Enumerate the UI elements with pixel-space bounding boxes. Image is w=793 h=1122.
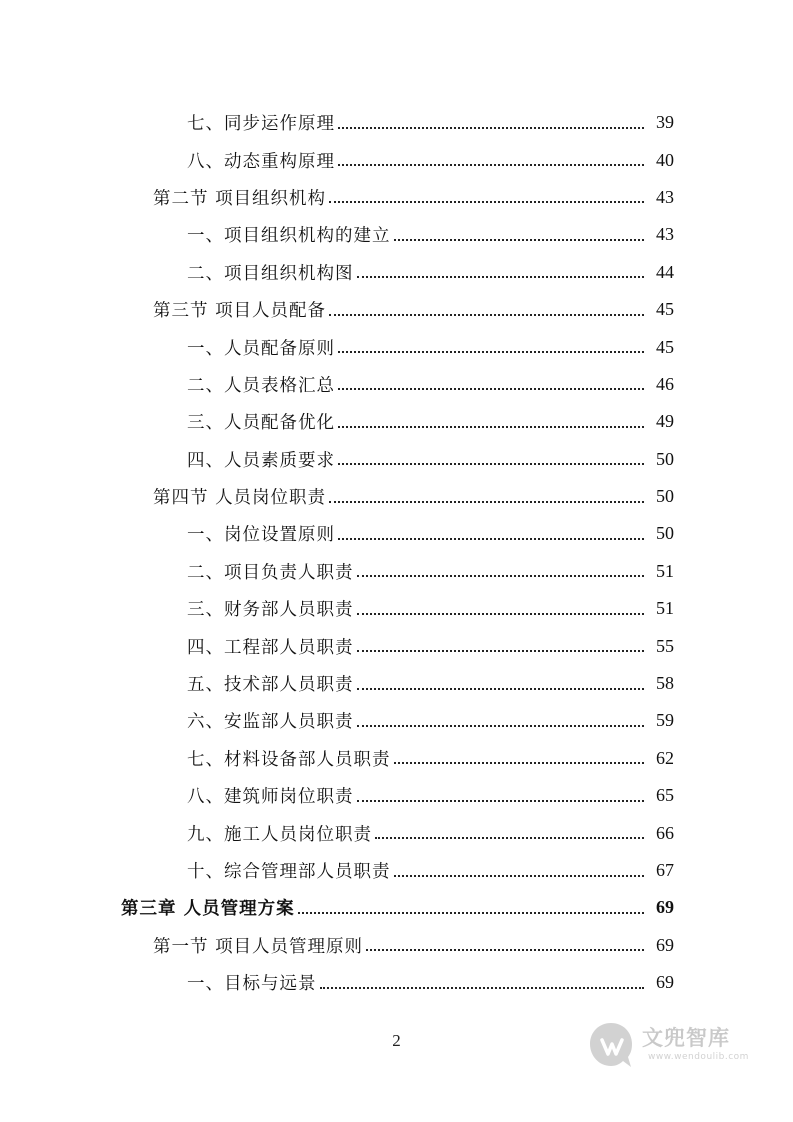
toc-entry-item[interactable] [0,627,793,664]
toc-entry-label: 八、动态重构原理 [187,151,335,172]
toc-entry-label: 一、目标与远景 [187,974,317,995]
toc-entry-item[interactable] [0,777,793,814]
dot-leader [329,314,644,316]
toc-entry-page: 43 [656,224,674,245]
toc-entry-page: 45 [656,336,674,357]
dot-leader [338,463,644,465]
toc-entry-label: 第二节 项目组织机构 [153,188,327,209]
toc-entry-label: 第一节 项目人员管理原则 [153,936,364,957]
dot-leader [357,650,645,652]
dot-leader [357,613,645,615]
toc-entry-section[interactable] [0,478,793,515]
toc-entry-page: 58 [656,673,674,694]
toc-entry-page: 62 [656,747,674,768]
toc-entry-page: 40 [656,149,674,170]
toc-entry-item[interactable] [0,216,793,253]
dot-leader [338,388,644,390]
toc-entry-label: 四、工程部人员职责 [187,637,354,658]
toc-entry-page: 67 [656,860,674,880]
toc-entry-label: 七、同步运作原理 [187,114,335,135]
toc-entry-page: 66 [656,822,674,843]
page-number: 2 [392,1031,401,1050]
toc-entry-page: 69 [656,897,674,918]
toc-entry-label: 九、施工人员岗位职责 [187,824,372,845]
toc-entry-item[interactable] [0,814,793,851]
toc-entry-label: 十、综合管理部人员职责 [187,862,391,882]
dot-leader [338,538,644,540]
toc-entry-label: 一、岗位设置原则 [187,525,335,546]
toc-entry-page: 44 [656,261,674,282]
dot-leader [338,351,644,353]
toc-entry-page: 55 [656,635,674,656]
toc-entry-item[interactable] [0,104,793,141]
toc-entry-label: 四、人员素质要求 [187,450,335,471]
toc-entry-label: 三、财务部人员职责 [187,600,354,621]
table-of-contents [0,104,793,1001]
toc-entry-item[interactable] [0,328,793,365]
dot-leader [357,575,645,577]
toc-entry-label: 第三节 项目人员配备 [153,301,327,322]
dot-leader [338,164,644,166]
dot-leader [320,987,645,989]
toc-entry-chapter[interactable] [0,889,793,926]
toc-entry-item[interactable] [0,665,793,702]
dot-leader [394,762,645,764]
toc-entry-item[interactable] [0,403,793,440]
toc-entry-page: 69 [656,972,674,993]
dot-leader [357,800,645,802]
toc-entry-page: 51 [656,598,674,619]
toc-entry-page: 46 [656,373,674,394]
toc-entry-page: 50 [656,448,674,469]
dot-leader [366,949,644,951]
watermark-url: www.wendoulib.com [648,1052,749,1062]
toc-entry-item[interactable] [0,366,793,403]
toc-entry-page: 65 [656,785,674,806]
toc-entry-item[interactable] [0,964,793,1001]
toc-entry-label: 三、人员配备优化 [187,413,335,434]
watermark-name: 文兜智库 [642,1026,730,1050]
toc-entry-item[interactable] [0,590,793,627]
toc-entry-label: 八、建筑师岗位职责 [187,787,354,808]
toc-entry-label: 一、人员配备原则 [187,338,335,359]
toc-entry-page: 45 [656,299,674,320]
toc-entry-item[interactable] [0,852,793,889]
toc-entry-label: 一、项目组织机构的建立 [187,226,391,247]
toc-entry-page: 49 [656,411,674,432]
toc-entry-page: 39 [656,112,674,133]
toc-entry-item[interactable] [0,702,793,739]
toc-entry-page: 59 [656,710,674,731]
toc-entry-page: 50 [656,486,674,507]
dot-leader [394,875,645,877]
dot-leader [357,725,645,727]
toc-entry-label: 六、安监部人员职责 [187,712,354,733]
dot-leader [329,201,644,203]
toc-entry-label: 五、技术部人员职责 [187,675,354,696]
toc-entry-item[interactable] [0,441,793,478]
toc-entry-label: 第三章 人员管理方案 [121,899,295,920]
toc-entry-page: 50 [656,523,674,544]
dot-leader [394,239,645,241]
toc-entry-section[interactable] [0,291,793,328]
dot-leader [338,127,644,129]
dot-leader [375,837,644,839]
toc-entry-page: 51 [656,560,674,581]
dot-leader [357,276,645,278]
toc-entry-item[interactable] [0,515,793,552]
toc-entry-item[interactable] [0,141,793,178]
toc-entry-item[interactable] [0,740,793,777]
toc-entry-label: 二、项目负责人职责 [187,562,354,583]
toc-entry-item[interactable] [0,553,793,590]
toc-entry-label: 二、项目组织机构图 [187,263,354,284]
toc-entry-page: 43 [656,186,674,207]
toc-entry-section[interactable] [0,179,793,216]
dot-leader [357,688,645,690]
toc-entry-label: 七、材料设备部人员职责 [187,749,391,770]
dot-leader [338,426,644,428]
wendou-logo-icon [586,1020,636,1070]
dot-leader [329,501,644,503]
dot-leader [298,912,644,914]
toc-entry-page: 69 [656,934,674,955]
toc-entry-label: 二、人员表格汇总 [187,375,335,396]
watermark [586,1016,766,1076]
toc-entry-label: 第四节 人员岗位职责 [153,488,327,509]
toc-entry-item[interactable] [0,254,793,291]
toc-entry-section[interactable] [0,927,793,964]
